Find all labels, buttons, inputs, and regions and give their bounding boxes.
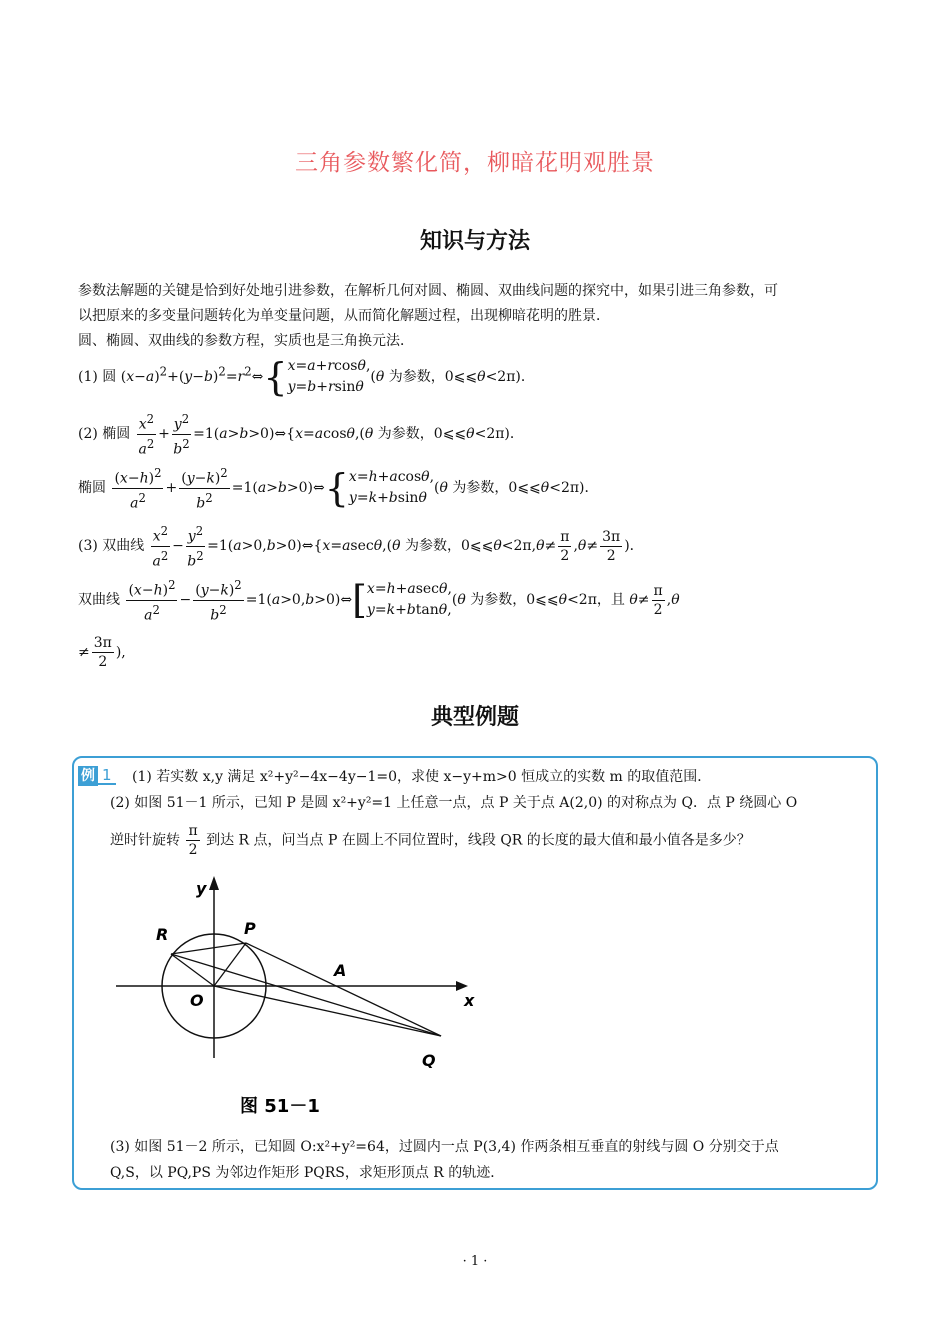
intro-line-2: 以把原来的多变量问题转化为单变量问题，从而简化解题过程，出现柳暗花明的胜景． <box>78 308 610 324</box>
formula-circle: (1) 圆 $(x-a)^2+(y-b)^2=r^2\Leftrightarrow\{x=a+rcos\theta$, y=b+rsinθ(θ 为参数，0⩽⩽θ<2π)． <box>78 355 535 399</box>
q2-text-a: 逆时针旋转 <box>110 832 180 849</box>
segment-OQ <box>214 986 441 1036</box>
label-x: x <box>464 991 475 1010</box>
question-3-line-2: Q,S，以 PQ,PS 为邻边作矩形 PQRS，求矩形顶点 R 的轨迹． <box>110 1165 505 1181</box>
section-title-knowledge: 知识与方法 <box>419 229 530 254</box>
question-1: (1) 若实数 x,y 满足 x²+y²−4x−4y−1=0，求使 x−y+m>0 恒成立的实数 m 的取值范围． <box>132 769 712 785</box>
page-number: · 1 · <box>462 1254 488 1269</box>
formula-hyperbola-cont: ≠ $\frac{3\pi}{2}$ ), <box>78 635 126 670</box>
x-axis-arrow <box>456 981 468 991</box>
page-title: 三角参数繁化简，柳暗花明观胜景 <box>295 150 655 176</box>
q2-text-b: 到达 R 点，问当点 P 在圆上不同位置时，线段 QR 的长度的最大值和最小值各是多少？ <box>206 832 751 849</box>
question-3-line-1: (3) 如图 51－2 所示，已知圆 O:x²+y²=64，过圆内一点 P(3,4) 作两条相互垂直的射线与圆 O 分别交于点 <box>110 1139 779 1155</box>
formula-label: (3) 双曲线 <box>78 538 145 555</box>
label-O: O <box>190 991 204 1010</box>
label-P: P <box>244 919 256 938</box>
figure-caption: 图 51－1 <box>240 1096 320 1117</box>
formula-ellipse-shifted: 椭圆 $\frac{(x-h)^2}{a^2}$ + $\frac{(y-k)^2}{b^2}$ =1(a>b>0)⇔{x=h+acosθ, y=k+bsinθ(θ 为参数，0⩽⩽θ<2π)． <box>78 466 599 512</box>
intro-line-3: 圆、椭圆、双曲线的参数方程，实质也是三角换元法． <box>78 333 414 349</box>
segment-OR <box>171 954 214 986</box>
section-title-examples: 典型例题 <box>430 705 519 730</box>
param-note: 为参数， <box>388 369 445 385</box>
question-2-line-2: 逆时针旋转 $\frac{\pi}{2}$ 到达 R 点，问当点 P 在圆上不同位置时，线段 QR 的长度的最大值和最小值各是多少？ <box>110 823 751 858</box>
segment-PQ <box>246 943 441 1036</box>
formula-hyperbola-shifted: 双曲线 $\frac{(x-h)^2}{a^2}$ − $\frac{(y-k)^2}{b^2}$ =1(a>0,b>0)⇔[x=h+asecθ, y=k+btanθ,(θ 为参数，0⩽⩽θ<2π，且 θ≠ $\frac{\pi}{2}$ ,θ <box>78 578 680 624</box>
label-R: R <box>156 925 169 944</box>
formula-label: (1) 圆 <box>78 369 117 385</box>
question-2-line-1: (2) 如图 51－1 所示，已知 P 是圆 x²+y²=1 上任意一点，点 P 关于点 A(2,0) 的对称点为 Q．点 P 绕圆心 O <box>110 795 798 811</box>
example-number: 1 <box>98 767 116 785</box>
formula-label: (2) 椭圆 <box>78 426 131 443</box>
formula-hyperbola: (3) 双曲线 $\frac{x^2}{a^2}$ − $\frac{y^2}{b^2}$ =1(a>0,b>0)⇔{x=asecθ,(θ 为参数，0⩽⩽θ<2π,θ≠ $\frac{\pi}{2}$ ,θ≠ $\frac{3\pi}{2}$ )． <box>78 524 644 570</box>
param-note: 为参数， <box>404 538 461 555</box>
example-tag-label: 例 <box>78 766 98 786</box>
figure-51-1 <box>116 870 476 1120</box>
label-y: y <box>196 879 207 898</box>
intro-line-1: 参数法解题的关键是恰到好处地引进参数，在解析几何对圆、椭圆、双曲线问题的探究中，如果引进三角参数，可 <box>78 283 778 299</box>
param-note: 为参数， <box>377 426 434 443</box>
label-Q: Q <box>422 1051 436 1070</box>
segment-RQ <box>171 954 441 1036</box>
example-tag <box>78 766 116 786</box>
label-A: A <box>334 961 347 980</box>
formula-ellipse: (2) 椭圆 $\frac{x^2}{a^2}$ + $\frac{y^2}{b^2}$ =1(a>b>0)⇔{x=acosθ,(θ 为参数，0⩽⩽θ<2π)． <box>78 412 524 458</box>
segment-OP <box>214 943 246 986</box>
y-axis-arrow <box>209 876 219 890</box>
param-note: 为参数， <box>452 480 509 497</box>
formula-label: 双曲线 <box>78 592 120 609</box>
param-note: 为参数， <box>470 592 527 609</box>
formula-label: 椭圆 <box>78 480 106 497</box>
